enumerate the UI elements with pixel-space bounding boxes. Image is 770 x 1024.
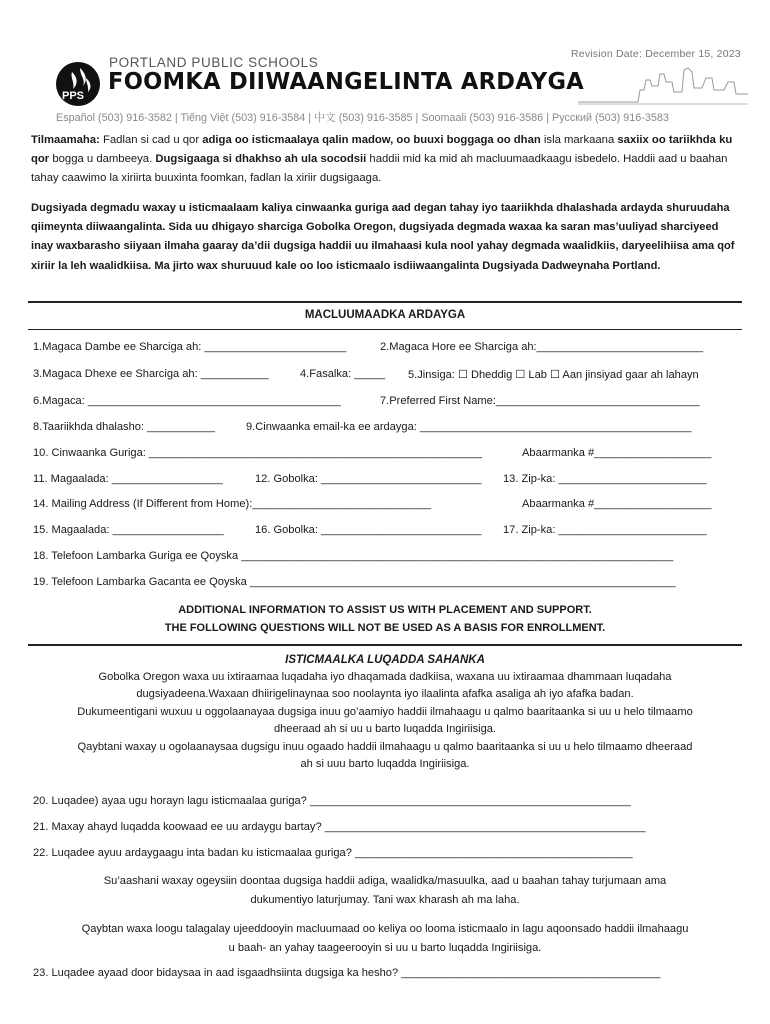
- apartment-number-field[interactable]: Abaarmanka #___________________: [522, 447, 712, 459]
- survey-line-1: Gobolka Oregon waxa uu ixtiraamaa luqadaha iyo dhaqamada dadkiisa, waxana uu ixtiraamaa dhammaan luqadaha: [98, 671, 672, 683]
- interpreter-note: [40, 872, 730, 909]
- grade-field[interactable]: 4.Fasalka: _____: [300, 368, 386, 380]
- legal-middle-name-field[interactable]: 3.Magaca Dhexe ee Sharciga ah: ___________: [33, 368, 269, 380]
- survey-line-4: dheeraad ah si uu u barto luqadda Ingiriisiga.: [273, 723, 497, 736]
- gender-checkboxes[interactable]: 5.Jinsiga: ☐ Dheddig ☐ Lab ☐ Aan jinsiyad gaar ah lahayn: [408, 369, 699, 381]
- name-field[interactable]: 6.Magaca: _________________________________________: [33, 395, 341, 407]
- student-info-title: MACLUUMAADKA ARDAYGA: [304, 309, 466, 321]
- instructions-text-c: isla markaana: [540, 134, 618, 146]
- instructions-text-f: Dugsigaaga si dhakhso ah ula socodsii: [155, 153, 367, 166]
- information-note-line-2: u baah- an yahay taageerooyin si uu u barto luqadda Ingiriisiga.: [228, 941, 542, 954]
- form-title: FOOMKA DIIWAANGELINTA ARDAYGA: [108, 69, 585, 95]
- home-phone-field[interactable]: 18. Telefoon Lambarka Guriga ee Qoyska ______________________________________________________________________: [33, 550, 674, 562]
- org-name: PORTLAND PUBLIC SCHOOLS: [109, 55, 319, 70]
- information-purpose-note: [40, 920, 730, 957]
- survey-line-6: ah si uuu barto luqadda Ingiriisiga.: [300, 758, 470, 771]
- additional-info-line-2: THE FOLLOWING QUESTIONS WILL NOT BE USED AS A BASIS FOR ENROLLMENT.: [164, 622, 606, 634]
- language-phone-lines: Español (503) 916-3582 | Tiếng Việt (503) 916-3584 | 中文 (503) 916-3585 | Soomaali (503) 916-3586 | Русский (503) 916-3583: [56, 112, 669, 124]
- instructions-text-e: bogga u dambeeya.: [49, 153, 156, 166]
- language-survey-title: ISTICMAALKA LUQADDA SAHANKA: [285, 654, 485, 666]
- question-20-field[interactable]: 20. Luqadee) ayaa ugu horayn lagu isticmaalaa guriga? ____________________________________________________: [33, 795, 631, 807]
- revision-date: Revision Date: December 15, 2023: [571, 48, 741, 60]
- legal-last-name-field[interactable]: 1.Magaca Dambe ee Sharciga ah: _______________________: [33, 341, 347, 353]
- mailing-city-field[interactable]: 15. Magaalada: __________________: [33, 524, 224, 536]
- instructions-paragraph: [31, 131, 743, 189]
- preferred-first-name-field[interactable]: 7.Preferred First Name:_________________________________: [380, 395, 700, 407]
- instructions-text-g: haddii mid ka mid ah macluumaadkaagu isbedelo. Haddii aad u baahan tahay caawimo la xiriirta buuxinta foomkan, fadlan la xiriir dugsigaaga.: [31, 153, 728, 185]
- mailing-apartment-field[interactable]: Abaarmanka #___________________: [522, 498, 712, 510]
- interpreter-note-line-2: dukumentiyo laturjumay. Tani wax kharash ah ma laha.: [250, 893, 520, 906]
- information-note-line-1: Qaybtan waxa loogu talagalay ujeeddooyin macluumaad oo keliya oo looma isticmaalo in lagu aqoonsado haddii ilmahaagu: [81, 923, 689, 935]
- question-21-field[interactable]: 21. Maxay ahayd luqadda koowaad ee uu ardaygu bartay? ____________________________________________________: [33, 821, 646, 833]
- mailing-state-field[interactable]: 16. Gobolka: __________________________: [255, 524, 482, 536]
- question-23-field[interactable]: 23. Luqadee ayaad door bidaysaa in aad isgaadhsiinta dugsiga ka hesho? __________________________________________: [33, 967, 661, 979]
- additional-info-note: [28, 601, 742, 637]
- eligibility-paragraph: Dugsiyada degmadu waxay u isticmaalaam kaliya cinwaanka guriga aad degan tahay iyo taariikhda dhalashada ardayda shuruudaha qiimeynta diiwaangalinta. Sida uu dhigayo sharciga Gobolka Oregon, dugsiyada degmada waxaa ka saran mas’uuliyad sharciyeed inay waxbarasho siiyaan ilmaha gaaray da’dii dugsiga haddii uu ilmahaasi kula nool yahay degmada waalidkiis, daryeelihiisa ama qof xiriir la leh waalidkiisa. Ma jirto wax shuruuud kale oo loo isticmaalo isdiiwaangalinta Dugsiyada Dadweynaha Portland.: [31, 202, 735, 272]
- mailing-zip-field[interactable]: 17. Zip-ka: ________________________: [503, 524, 707, 536]
- zip-field[interactable]: 13. Zip-ka: ________________________: [503, 473, 707, 485]
- student-email-field[interactable]: 9.Cinwaanka email-ka ee ardayga: ____________________________________________: [246, 421, 692, 433]
- city-skyline-icon: [578, 60, 748, 106]
- city-field[interactable]: 11. Magaalada: __________________: [33, 473, 223, 485]
- question-22-field[interactable]: 22. Luqadee ayuu ardaygaagu inta badan ku isticmaalaa guriga? _____________________________________________: [33, 847, 633, 859]
- additional-info-line-1: ADDITIONAL INFORMATION TO ASSIST US WITH PLACEMENT AND SUPPORT.: [178, 604, 592, 616]
- instructions-text-b: adiga oo isticmaalaya qalin madow, oo buuxi boggaga oo dhan: [202, 134, 541, 146]
- pps-logo: [56, 62, 100, 106]
- section-divider: [28, 644, 742, 646]
- language-survey-body: [28, 669, 742, 773]
- mailing-address-field[interactable]: 14. Mailing Address (If Different from Home):_____________________________: [33, 498, 432, 510]
- survey-line-2: dugsiyadeena.Waxaan dhiirigelinaynaa soo noolaynta iyo ilaalinta afafka asaliga ah iyo afafka badan.: [136, 688, 634, 701]
- survey-line-5: Qaybtani waxay u ogolaanaysaa dugsigu inuu ogaado haddii ilmahaagu u qalmo baaritaanka si uu u helo tilmaamo dheeraad: [77, 740, 693, 753]
- legal-first-name-field[interactable]: 2.Magaca Hore ee Sharciga ah:___________________________: [380, 341, 704, 353]
- instructions-text-d: saxiix oo tariikhda ku qor: [31, 134, 733, 166]
- home-address-field[interactable]: 10. Cinwaanka Guriga: ______________________________________________________: [33, 447, 483, 459]
- instructions-text-a: Fadlan si cad u qor: [99, 134, 203, 146]
- cell-phone-field[interactable]: 19. Telefoon Lambarka Gacanta ee Qoyska _____________________________________________________________________: [33, 576, 676, 588]
- section-divider-thin: [28, 329, 742, 330]
- instructions-label: Tilmaamaha:: [31, 134, 100, 146]
- birthdate-field[interactable]: 8.Taariikhda dhalasho: ___________: [33, 421, 215, 433]
- section-divider: [28, 301, 742, 303]
- state-field[interactable]: 12. Gobolka: __________________________: [255, 473, 482, 485]
- logo-text: PPS: [62, 90, 85, 102]
- survey-line-3: Dukumeentigani wuxuu u oggolaanayaa dugsiga inuu go’aamiyo haddii ilmahaagu u qalmo baaritaanka si uu u helo tilmaamo: [77, 705, 693, 718]
- interpreter-note-line-1: Su’aashani waxay ogeysiin doontaa dugsiga haddii adiga, waalidka/masuulka, aad u baahan tahay turjumaan ama: [103, 875, 667, 887]
